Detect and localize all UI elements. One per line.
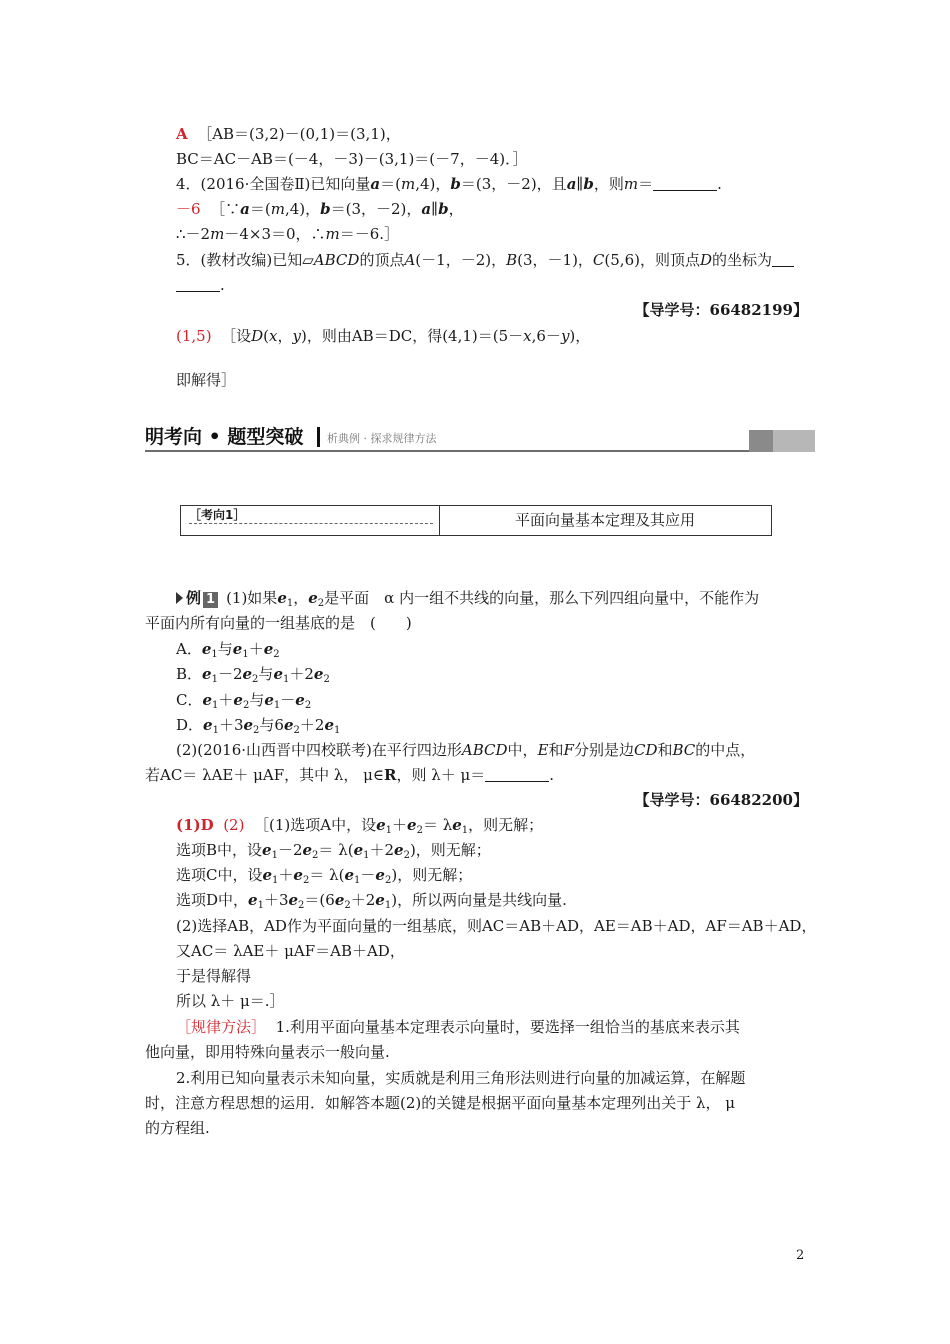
- variable: y: [560, 327, 570, 345]
- method-line-2: [145, 1042, 390, 1062]
- vector-e: e: [334, 891, 345, 909]
- explanation-text: )，则无解；: [409, 841, 491, 859]
- vector-symbol: b: [320, 200, 331, 218]
- subscript: 1: [212, 725, 219, 736]
- problem-text: 4．(2016·全国卷Ⅱ)已知向量: [176, 175, 371, 193]
- vector-e: e: [262, 841, 272, 859]
- variable: m: [400, 175, 416, 193]
- vector-e: e: [313, 665, 324, 683]
- method-line-1: [176, 1017, 740, 1037]
- subscript: 1: [257, 900, 264, 911]
- answer-line-8: [176, 991, 285, 1011]
- explanation-text: )，: [569, 327, 591, 345]
- answer-line-3: [176, 865, 472, 891]
- method-text: 的方程组.: [145, 1119, 210, 1137]
- variable: m: [623, 175, 639, 193]
- explanation-text: ＝(6: [304, 891, 335, 909]
- problem-text: ＝: [638, 175, 654, 193]
- option-a: [176, 639, 280, 665]
- subscript: 1: [286, 598, 294, 609]
- subscript: 1: [212, 700, 219, 711]
- vector-e: e: [202, 691, 213, 709]
- topic-tag-cell: [181, 506, 440, 535]
- option-text: ＋3: [218, 716, 244, 734]
- answer-blank: [772, 252, 794, 267]
- problem-text: 的坐标为: [712, 251, 773, 269]
- subscript: 2: [416, 825, 423, 836]
- subscript: 2: [253, 725, 260, 736]
- explanation-text: ＝ λ: [422, 816, 453, 834]
- explanation-text: 选项C中，设: [176, 866, 263, 884]
- section-header: [145, 424, 815, 452]
- answer-value: －6: [176, 200, 201, 218]
- answer-5-cont: [176, 370, 236, 390]
- method-line-5: [145, 1118, 210, 1138]
- topic-title: 平面向量基本定理及其应用: [514, 511, 695, 529]
- method-text: 他向量，即用特殊向量表示一般向量.: [145, 1043, 390, 1061]
- vector-e: e: [302, 841, 313, 859]
- problem-text: (－1，－2)，: [415, 251, 507, 269]
- vector-symbol: b: [438, 200, 449, 218]
- vector-symbol: a: [240, 200, 250, 218]
- subscript: 1: [333, 725, 341, 736]
- answer-5: [176, 326, 590, 346]
- topic-box: [180, 505, 772, 536]
- method-text: 1.利用平面向量基本定理表示向量时，要选择一组恰当的基底来表示其: [275, 1018, 740, 1036]
- vector-e: e: [232, 640, 243, 658]
- problem-text: (3，－1)，: [517, 251, 593, 269]
- vector-e: e: [233, 691, 243, 709]
- explanation-text: ＝(3，－2)，: [330, 200, 422, 218]
- variable: D: [251, 327, 264, 345]
- option-label: A．: [176, 640, 202, 658]
- explanation-text: 即解得］: [176, 371, 237, 389]
- vector-e: e: [203, 716, 213, 734]
- explanation-text: 选项D中，: [176, 891, 249, 909]
- vector-e: e: [277, 589, 287, 607]
- line-bc: [176, 149, 528, 169]
- option-label: B．: [176, 665, 203, 683]
- subscript: 2: [293, 725, 300, 736]
- explanation-text: ＝(: [249, 200, 271, 218]
- option-text: ＋2: [299, 716, 325, 734]
- explanation-text: ，: [448, 200, 464, 218]
- topic-tag: ［考向1］: [189, 508, 246, 522]
- answer-blank: [485, 767, 549, 782]
- option-text: －2: [217, 665, 243, 683]
- question-text: 平面内所有向量的一组基底的是 ( ): [145, 614, 412, 632]
- option-text: 与: [217, 640, 233, 658]
- explanation-text: ＋: [278, 866, 294, 884]
- variable: m: [210, 225, 225, 243]
- vector-e: e: [452, 816, 462, 834]
- option-label: D．: [176, 716, 204, 734]
- vector-e: e: [242, 665, 253, 683]
- option-text: ＋: [218, 691, 234, 709]
- subscript: 2: [344, 900, 351, 911]
- option-d: [176, 715, 340, 741]
- method-text: 时，注意方程思想的运用．如解答本题(2)的关键是根据平面向量基本定理列出关于 λ， μ: [145, 1094, 736, 1112]
- example-q1: [176, 588, 759, 614]
- subscript: 2: [312, 850, 319, 861]
- question-text: ，则 λ＋ μ＝: [396, 766, 486, 784]
- variable: BC: [672, 741, 696, 759]
- parallel-symbol: ∥: [576, 175, 584, 193]
- explanation-text: 又AC＝ λAE＋ μAF＝AB＋AD，: [176, 942, 405, 960]
- section-subtitle: 析典例 · 探求规律方法: [327, 432, 437, 445]
- question-text: (2)(2016·山西晋中四校联考)在平行四边形: [176, 741, 462, 759]
- subscript: 2: [252, 674, 259, 685]
- option-text: ＋2: [289, 665, 314, 683]
- method-line-3: [176, 1068, 745, 1088]
- option-c: [176, 690, 311, 716]
- explanation-text: ∴－2: [176, 225, 211, 243]
- explanation-text: ＋2: [369, 841, 395, 859]
- vector-e: e: [308, 589, 318, 607]
- vector-e: e: [344, 866, 355, 884]
- option-text: 与6: [259, 716, 284, 734]
- section-divider: [317, 427, 320, 447]
- variable: D: [699, 251, 712, 269]
- subscript: 1: [384, 900, 392, 911]
- explanation-text: ＝－6.］: [339, 225, 400, 243]
- problem-text: ，则: [593, 175, 624, 193]
- option-text: 与: [258, 665, 274, 683]
- arrow-icon: [176, 592, 183, 604]
- explanation-text: ＝ λ(: [309, 866, 345, 884]
- vector-symbol: a: [421, 200, 432, 218]
- example-q4: [145, 765, 554, 785]
- explanation-text: ，: [277, 327, 293, 345]
- example-q3: [176, 740, 755, 760]
- variable: x: [269, 327, 278, 345]
- subscript: 2: [403, 850, 410, 861]
- subscript: 1: [363, 850, 370, 861]
- problem-text: 的顶点: [359, 251, 405, 269]
- vector-symbol: a: [370, 175, 381, 193]
- section-rule: [145, 450, 749, 452]
- option-text: ＋: [248, 640, 264, 658]
- explanation-text: 所以 λ＋ μ＝.］: [176, 992, 285, 1010]
- question-text: 是平面 α 内一组不共线的向量，那么下列四组向量中，不能作为: [324, 589, 760, 607]
- option-label: C．: [176, 691, 203, 709]
- vector-e: e: [248, 891, 258, 909]
- subscript: 1: [211, 674, 218, 685]
- vector-e: e: [293, 866, 303, 884]
- method-label: ［规律方法］: [176, 1018, 267, 1036]
- subscript: 2: [298, 900, 305, 911]
- vector-e: e: [407, 816, 417, 834]
- question-text: 和: [548, 741, 564, 759]
- explanation-text: (2)选择AB，AD作为平面向量的一组基底，则AC＝AB＋AD，AE＝AB＋AD，AF＝AB＋AD，: [176, 917, 817, 935]
- answer-line-6: [176, 941, 405, 961]
- vector-e: e: [273, 665, 283, 683]
- variable: C: [592, 251, 605, 269]
- example-badge: [176, 588, 218, 608]
- explanation-text: BC＝AC－AB＝(－4，－3)－(3,1)＝(－7，－4)．］: [176, 150, 528, 168]
- variable: ABCD: [461, 741, 508, 759]
- subscript: 1: [242, 649, 249, 660]
- vector-e: e: [288, 891, 299, 909]
- guide-number: [635, 790, 809, 810]
- variable: B: [506, 251, 518, 269]
- guide-number: [635, 300, 809, 320]
- vector-symbol: b: [583, 175, 594, 193]
- subscript: 2: [242, 700, 250, 711]
- explanation-text: ＋3: [263, 891, 289, 909]
- variable: ABCD: [313, 251, 360, 269]
- problem-5: [176, 250, 794, 270]
- answer-value: (2): [223, 816, 245, 834]
- example-label: 例: [186, 589, 202, 607]
- explanation-text: )，则由AB＝DC，得(4,1)＝(5－: [300, 327, 524, 345]
- section-dark-block: [749, 430, 773, 452]
- subscript: 2: [273, 649, 280, 660]
- subscript: 2: [317, 598, 325, 609]
- vector-e: e: [264, 691, 274, 709]
- answer-line-2: [176, 840, 491, 866]
- vector-e: e: [295, 691, 305, 709]
- section-title: 明考向 • 题型突破: [145, 426, 304, 448]
- section-light-block: [773, 430, 815, 452]
- explanation-text: ,4)，: [284, 200, 321, 218]
- explanation-text: ,6－: [531, 327, 561, 345]
- guide-number-text: 【导学号：66482199】: [634, 301, 808, 319]
- question-text: (1)如果: [226, 589, 278, 607]
- answer-explanation: ［AB＝(3,2)－(0,1)＝(3,1)，: [197, 125, 401, 143]
- answer-line-1: [176, 815, 543, 841]
- subscript: 1: [282, 674, 290, 685]
- subscript: 2: [323, 674, 330, 685]
- explanation-text: )，则无解；: [391, 866, 473, 884]
- question-text: 中，: [507, 741, 538, 759]
- subscript: 1: [273, 700, 281, 711]
- page-number: 2: [796, 1248, 805, 1263]
- vector-symbol: a: [566, 175, 577, 193]
- question-text: 和: [657, 741, 673, 759]
- explanation-text: ＋: [392, 816, 408, 834]
- question-text: ，: [293, 589, 309, 607]
- subscript: 1: [211, 649, 218, 660]
- line-answer-a: [176, 124, 401, 144]
- vector-e: e: [202, 665, 212, 683]
- vector-e: e: [243, 716, 254, 734]
- vector-e: e: [324, 716, 334, 734]
- variable: A: [404, 251, 416, 269]
- subscript: 1: [354, 875, 361, 886]
- question-text: 的中点，: [695, 741, 756, 759]
- vector-e: e: [283, 716, 294, 734]
- subscript: 2: [304, 700, 312, 711]
- variable: m: [270, 200, 285, 218]
- explanation-text: ［(1)选项A中，设: [253, 816, 377, 834]
- vector-e: e: [394, 841, 404, 859]
- subscript: 1: [271, 850, 278, 861]
- explanation-text: ［∵: [210, 200, 241, 218]
- problem-text: .: [220, 276, 225, 294]
- topic-dash-line: [189, 523, 433, 524]
- problem-text: ＝(3，－2)，且: [460, 175, 567, 193]
- answer-line-7: [176, 966, 251, 986]
- real-set-symbol: R: [384, 766, 397, 784]
- variable: x: [523, 327, 532, 345]
- variable: m: [325, 225, 340, 243]
- subscript: 1: [272, 875, 279, 886]
- vector-symbol: b: [450, 175, 461, 193]
- vector-e: e: [353, 841, 364, 859]
- option-text: －: [280, 691, 296, 709]
- answer-line-4: [176, 890, 567, 916]
- variable: E: [537, 741, 549, 759]
- explanation-text: (: [263, 327, 270, 345]
- problem-4: [176, 174, 722, 194]
- parallel-symbol: ∥: [431, 200, 439, 218]
- variable: F: [563, 741, 574, 759]
- answer-value: (1)D: [176, 816, 214, 834]
- subscript: 1: [385, 825, 392, 836]
- explanation-text: 于是得解得: [176, 967, 252, 985]
- variable: y: [292, 327, 301, 345]
- variable: CD: [633, 741, 658, 759]
- explanation-text: ，则无解；: [468, 816, 544, 834]
- problem-text: ＝(: [380, 175, 401, 193]
- problem-text: 5．(教材改编)已知▱: [176, 251, 314, 269]
- subscript: 2: [302, 875, 310, 886]
- problem-5-cont: [176, 275, 225, 295]
- answer-blank: [653, 176, 717, 191]
- option-text: 与: [249, 691, 265, 709]
- answer-line-5: [176, 916, 816, 936]
- vector-e: e: [262, 866, 273, 884]
- subscript: 2: [384, 875, 392, 886]
- vector-e: e: [376, 816, 386, 834]
- option-b: [176, 664, 330, 690]
- problem-text: .: [717, 175, 722, 193]
- explanation-text: －: [360, 866, 376, 884]
- guide-number-text: 【导学号：66482200】: [634, 791, 808, 809]
- answer-4: [176, 199, 464, 219]
- explanation-text: )，所以两向量是共线向量.: [391, 891, 567, 909]
- question-text: 若AC＝ λAE＋ μAF，其中 λ， μ∈: [145, 766, 385, 784]
- method-text: 2.利用已知向量表示未知向量，实质就是利用三角形法则进行向量的加减运算，在解题: [176, 1069, 746, 1087]
- question-text: 分别是边: [573, 741, 634, 759]
- problem-text: (5,6)，则顶点: [604, 251, 700, 269]
- example-number: 1: [203, 592, 218, 608]
- example-q2: [145, 613, 412, 633]
- method-line-4: [145, 1093, 735, 1113]
- answer-value: (1,5): [176, 327, 212, 345]
- explanation-text: －4×3＝0，∴: [224, 225, 326, 243]
- vector-e: e: [201, 640, 212, 658]
- explanation-text: ＋2: [350, 891, 376, 909]
- vector-e: e: [375, 866, 385, 884]
- subscript: 1: [461, 825, 469, 836]
- explanation-text: ＝ λ(: [318, 841, 354, 859]
- answer-4-cont: [176, 224, 399, 244]
- explanation-text: 选项B中，设: [176, 841, 263, 859]
- explanation-text: －2: [277, 841, 303, 859]
- explanation-text: ［设: [221, 327, 252, 345]
- vector-e: e: [263, 640, 274, 658]
- answer-choice: A: [176, 125, 188, 143]
- answer-blank: [176, 277, 220, 292]
- problem-text: ,4)，: [415, 175, 451, 193]
- question-text: .: [549, 766, 555, 784]
- vector-e: e: [375, 891, 385, 909]
